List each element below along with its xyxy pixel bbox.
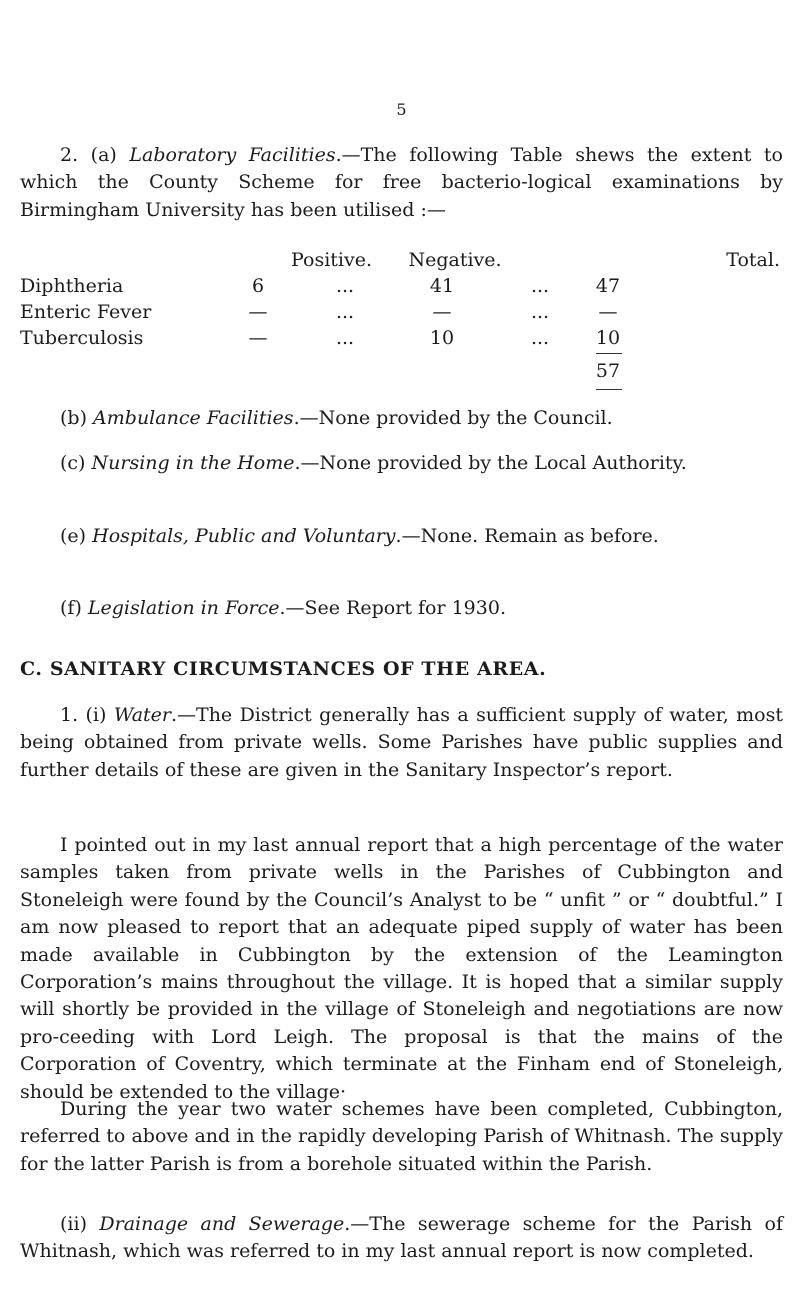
dots: ...: [530, 327, 550, 349]
item-text: .—See Report for 1930.: [279, 597, 506, 619]
paragraph-legislation: [20, 595, 783, 622]
item-title: Hospitals, Public and Voluntary: [92, 525, 396, 547]
positive-value: —: [248, 327, 268, 349]
section-number: 2. (a): [60, 144, 117, 166]
item-text: .—None. Remain as before.: [395, 525, 659, 547]
total-value: —: [598, 301, 618, 323]
total-value: 47: [595, 275, 621, 297]
row-label: Tuberculosis: [20, 327, 144, 349]
item-number: 1. (i): [60, 704, 107, 726]
positive-value: 6: [251, 275, 265, 297]
item-number: (f): [60, 597, 82, 619]
paragraph-nursing-in-the-home: [20, 450, 783, 477]
column-header-positive: Positive.: [290, 249, 372, 271]
total-rule-top: [596, 353, 622, 354]
dots: ...: [335, 327, 355, 349]
item-title: Water: [113, 704, 171, 726]
item-text: .—None provided by the Council.: [293, 407, 613, 429]
section-title: Laboratory Facilities: [129, 144, 336, 166]
item-number: (ii): [60, 1213, 87, 1235]
negative-value: 10: [429, 327, 455, 349]
paragraph-ambulance-facilities: [20, 405, 783, 432]
row-label: Diphtheria: [20, 275, 124, 297]
dots: ...: [335, 275, 355, 297]
negative-value: —: [432, 301, 452, 323]
paragraph-drainage: [20, 1211, 783, 1266]
item-title: Ambulance Facilities: [93, 407, 294, 429]
item-number: (c): [60, 452, 86, 474]
item-title: Nursing in the Home: [91, 452, 295, 474]
section-heading: C. SANITARY CIRCUMSTANCES OF THE AREA.: [20, 658, 547, 680]
row-label: Enteric Fever: [20, 301, 152, 323]
column-header-total: Total.: [726, 249, 780, 271]
item-text: .—The sewerage scheme for the Parish of Whitnash, which was referred to in my last annual report is now completed.: [20, 1213, 783, 1263]
dots: ...: [530, 275, 550, 297]
paragraph-water-report: I pointed out in my last annual report that a high percentage of the water samples taken from private wells in the Parishes of Cubbington and Stoneleigh were found by the Council’s Analyst to be “ unfit ” or “ doubtful.” I am now pleased to report that an adequate piped supply of water has been made available in Cubbington by the extension of the Leamington Corporation’s mains throughout the village. It is hoped that a similar supply will shortly be provided in the village of Stoneleigh and negotiations are now pro-ceeding with Lord Leigh. The proposal is that the mains of the Corporation of Coventry, which terminate at the Finham end of Stoneleigh, should be extended to the village·: [20, 834, 783, 1103]
item-text: .—None provided by the Local Authority.: [294, 452, 687, 474]
section-text: .—The following Table shews the extent to which the County Scheme for free bacterio-logical examinations by Birmingham University has been utilised :—: [20, 144, 783, 221]
grand-total: 57: [595, 360, 621, 382]
dots: ...: [530, 301, 550, 323]
paragraph-water: [20, 702, 783, 784]
total-value: 10: [595, 327, 621, 349]
total-rule-bottom: [596, 389, 622, 390]
paragraph-water-schemes: During the year two water schemes have been completed, Cubbington, referred to above and in the rapidly developing Parish of Whitnash. The supply for the latter Parish is from a borehole situated within the Parish.: [20, 1098, 783, 1175]
positive-value: —: [248, 301, 268, 323]
item-number: (e): [60, 525, 87, 547]
dots: ...: [335, 301, 355, 323]
item-title: Drainage and Sewerage: [99, 1213, 345, 1235]
page-number: 5: [396, 100, 407, 119]
column-header-negative: Negative.: [408, 249, 502, 271]
item-number: (b): [60, 407, 87, 429]
paragraph-laboratory-facilities: [20, 142, 783, 224]
item-title: Legislation in Force: [87, 597, 280, 619]
item-text: .—The District generally has a sufficient supply of water, most being obtained from private wells. Some Parishes have public supplies and further details of these are given in the Sanitary Inspector’s report.: [20, 704, 783, 781]
negative-value: 41: [429, 275, 455, 297]
paragraph-hospitals: [20, 523, 783, 550]
